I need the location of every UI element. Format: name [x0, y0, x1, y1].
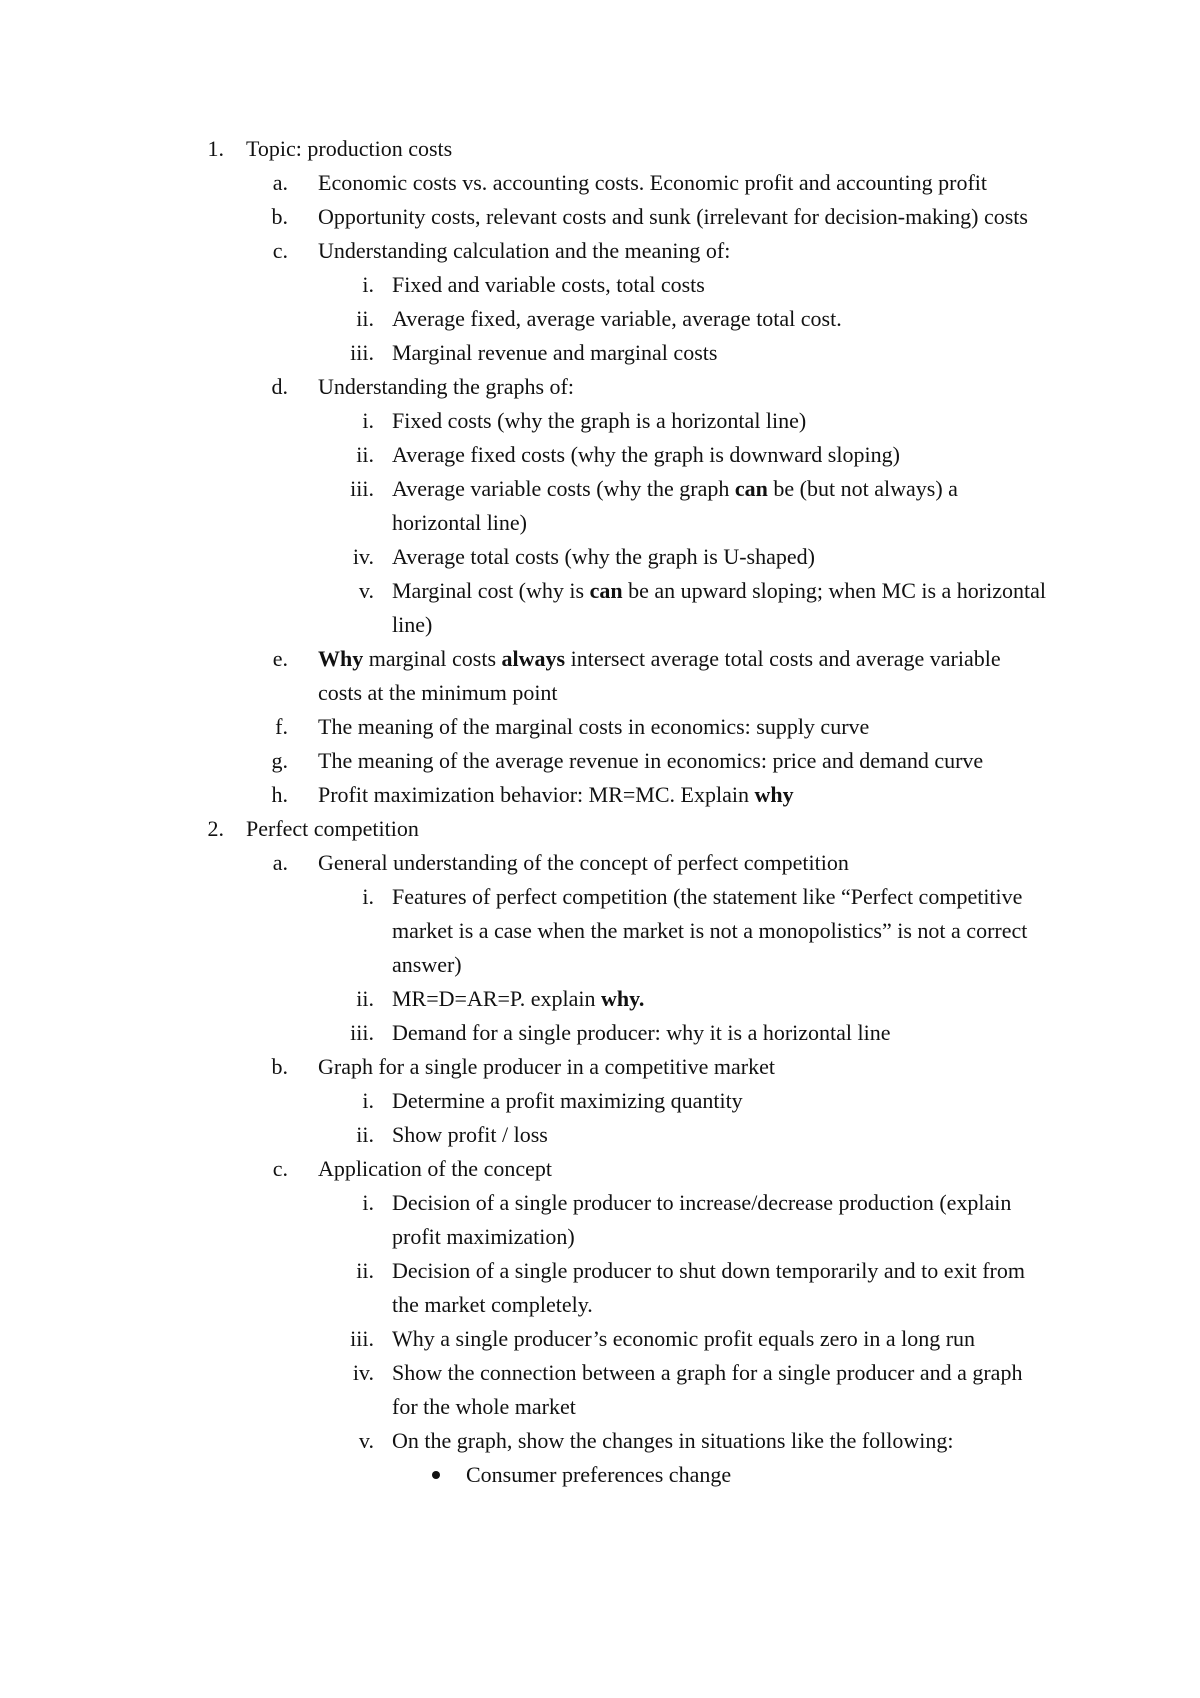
list-text: Why marginal costs always intersect average total costs and average variable	[318, 646, 1001, 671]
list-marker: b.	[271, 1054, 288, 1079]
list-text: Demand for a single producer: why it is a horizontal line	[392, 1020, 891, 1045]
list-marker: iii.	[350, 1326, 374, 1351]
list-text: Decision of a single producer to increase/decrease production (explain	[392, 1190, 1012, 1215]
list-marker: a.	[272, 850, 288, 875]
list-marker: h.	[271, 782, 288, 807]
list-text: Average fixed costs (why the graph is downward sloping)	[392, 442, 900, 467]
list-text: Average variable costs (why the graph can be (but not always) a	[392, 476, 958, 501]
list-marker: i.	[362, 1190, 374, 1215]
list-marker: i.	[362, 272, 374, 297]
list-marker: iv.	[352, 544, 374, 569]
list-marker: iii.	[350, 476, 374, 501]
list-marker: i.	[362, 1088, 374, 1113]
list-item-continuation: market is a case when the market is not a monopolistics” is not a correct	[392, 918, 1028, 943]
list-marker: f.	[275, 714, 288, 739]
list-marker: e.	[272, 646, 288, 671]
list-item-continuation: answer)	[392, 952, 462, 977]
list-text: Show the connection between a graph for a single producer and a graph	[392, 1360, 1023, 1385]
list-text: The meaning of the average revenue in economics: price and demand curve	[318, 748, 984, 773]
list-text: MR=D=AR=P. explain why.	[392, 986, 645, 1011]
list-marker: 1.	[207, 136, 224, 161]
list-item-continuation: the market completely.	[392, 1292, 593, 1317]
list-marker: g.	[271, 748, 288, 773]
list-text: Marginal revenue and marginal costs	[392, 340, 718, 365]
list-text: The meaning of the marginal costs in economics: supply curve	[318, 714, 870, 739]
list-text: General understanding of the concept of perfect competition	[318, 850, 849, 875]
list-text: Application of the concept	[318, 1156, 552, 1181]
list-marker: v.	[358, 578, 374, 603]
list-marker: iv.	[352, 1360, 374, 1385]
list-item-continuation: horizontal line)	[392, 510, 528, 535]
list-text: Marginal cost (why is can be an upward sloping; when MC is a horizontal	[392, 578, 1047, 603]
list-text: On the graph, show the changes in situations like the following:	[392, 1428, 954, 1453]
list-text: Determine a profit maximizing quantity	[392, 1088, 743, 1113]
list-text: Opportunity costs, relevant costs and sunk (irrelevant for decision-making) costs	[318, 204, 1028, 229]
list-marker: i.	[362, 408, 374, 433]
list-text: Decision of a single producer to shut down temporarily and to exit from	[392, 1258, 1025, 1283]
list-marker: a.	[272, 170, 288, 195]
list-marker: b.	[271, 204, 288, 229]
list-item-continuation: profit maximization)	[392, 1224, 575, 1249]
list-marker: 2.	[207, 816, 224, 841]
list-item-continuation: for the whole market	[392, 1394, 576, 1419]
list-text: Graph for a single producer in a competitive market	[318, 1054, 775, 1079]
list-marker: ii.	[356, 442, 374, 467]
list-text: Economic costs vs. accounting costs. Economic profit and accounting profit	[318, 170, 988, 195]
list-text: Average total costs (why the graph is U-shaped)	[392, 544, 815, 569]
list-marker: iii.	[350, 340, 374, 365]
list-marker: v.	[358, 1428, 374, 1453]
list-text: Topic: production costs	[246, 136, 453, 161]
list-marker: iii.	[350, 1020, 374, 1045]
list-text: Profit maximization behavior: MR=MC. Explain why	[318, 782, 794, 807]
list-text: Consumer preferences change	[466, 1462, 732, 1487]
list-text: Features of perfect competition (the statement like “Perfect competitive	[392, 884, 1023, 909]
list-text: Fixed and variable costs, total costs	[392, 272, 705, 297]
list-marker: d.	[271, 374, 288, 399]
list-text: Understanding calculation and the meaning of:	[318, 238, 731, 263]
list-item-continuation: line)	[392, 612, 433, 637]
bullet-icon	[432, 1471, 440, 1479]
list-marker: ii.	[356, 1258, 374, 1283]
list-text: Understanding the graphs of:	[318, 374, 574, 399]
list-text: Why a single producer’s economic profit equals zero in a long run	[392, 1326, 976, 1351]
list-text: Average fixed, average variable, average total cost.	[392, 306, 842, 331]
list-marker: c.	[272, 238, 288, 263]
list-text: Show profit / loss	[392, 1122, 548, 1147]
list-text: Perfect competition	[246, 816, 419, 841]
list-marker: ii.	[356, 986, 374, 1011]
list-marker: i.	[362, 884, 374, 909]
list-text: Fixed costs (why the graph is a horizontal line)	[392, 408, 807, 433]
list-marker: ii.	[356, 1122, 374, 1147]
list-item-continuation: costs at the minimum point	[318, 680, 558, 705]
list-marker: c.	[272, 1156, 288, 1181]
list-marker: ii.	[356, 306, 374, 331]
